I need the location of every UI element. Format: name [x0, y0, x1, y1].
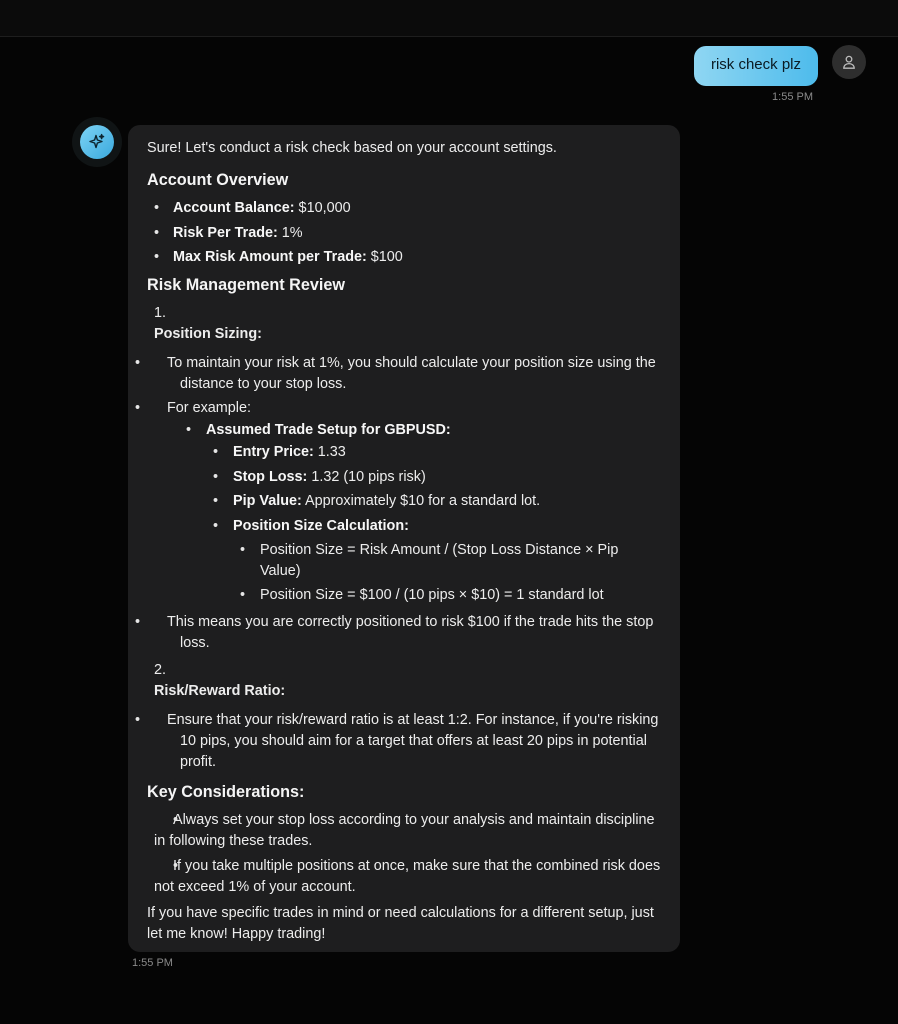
account-overview-list [147, 198, 661, 268]
key-considerations-heading: Key Considerations: [147, 783, 305, 801]
user-message-row [694, 46, 866, 86]
risk-review-heading: Risk Management Review [147, 276, 345, 294]
list-item: • For example: • Assumed Trade Setup for GBPUSD: • Entry Price: 1.33 • Stop Loss: 1.32 (10 pips risk) • Pip Value: Approximately $10 for a standard lot. • Position Size Calculation: • Position Size = Risk Amount / (Stop Loss Distance × Pip Value) • Position Size = $100 / (10 pips × $10) = 1 standard lot [154, 398, 661, 606]
calculation-list [240, 540, 661, 607]
list-item: • Always set your stop loss according to your analysis and maintain discipline in following these trades. [147, 810, 661, 852]
list-item: • Assumed Trade Setup for GBPUSD: • Entry Price: 1.33 • Stop Loss: 1.32 (10 pips risk) • Pip Value: Approximately $10 for a standard lot. • Position Size Calculation: • Position Size = Risk Amount / (Stop Loss Distance × Pip Value) • Position Size = $100 / (10 pips × $10) = 1 standard lot [186, 420, 661, 606]
sparkle-icon [88, 133, 106, 151]
assistant-intro: Sure! Let's conduct a risk check based on your account settings. [147, 140, 557, 156]
list-item: • If you take multiple positions at once, make sure that the combined risk does not exceed 1% of your account. [147, 856, 661, 898]
user-message-bubble: risk check plz [694, 46, 818, 86]
risk-reward-list [154, 710, 661, 773]
list-item: • Position Size Calculation: • Position Size = Risk Amount / (Stop Loss Distance × Pip Value) • Position Size = $100 / (10 pips × $10) = 1 standard lot [213, 516, 661, 607]
user-icon [841, 54, 857, 70]
assistant-avatar-circle [80, 125, 114, 159]
ordered-item-title: Position Sizing: [154, 326, 262, 342]
ordered-item-number: 1. [154, 305, 167, 321]
top-bar [0, 0, 898, 37]
ordered-item-number: 2. [154, 662, 167, 678]
list-item: • Account Balance: $10,000 [147, 198, 661, 219]
assistant-message-bubble [128, 125, 680, 952]
account-overview-heading: Account Overview [147, 171, 289, 189]
ordered-item-risk-reward [147, 660, 661, 702]
assistant-avatar [72, 117, 122, 167]
user-message-time: 1:55 PM [772, 91, 813, 103]
assistant-closing: If you have specific trades in mind or need calculations for a different setup, just let me know! Happy trading! [147, 904, 654, 942]
list-item: • Max Risk Amount per Trade: $100 [147, 247, 661, 268]
list-item: • Stop Loss: 1.32 (10 pips risk) [213, 467, 661, 488]
assistant-message-time: 1:55 PM [132, 957, 173, 969]
list-item: • Entry Price: 1.33 [213, 442, 661, 463]
ordered-item-position-sizing [147, 303, 661, 345]
list-item: • Ensure that your risk/reward ratio is at least 1:2. For instance, if you're risking 10 pips, you should aim for a target that offers at least 20 pips in potential profit. [154, 710, 661, 773]
list-item: • Risk Per Trade: 1% [147, 223, 661, 244]
key-considerations-list [147, 810, 661, 898]
list-item: • To maintain your risk at 1%, you should calculate your position size using the distance to your stop loss. [154, 353, 661, 395]
list-item: • This means you are correctly positioned to risk $100 if the trade hits the stop loss. [154, 612, 661, 654]
position-sizing-list [154, 353, 661, 654]
list-item: • Position Size = Risk Amount / (Stop Loss Distance × Pip Value) [240, 540, 661, 582]
list-item: • Position Size = $100 / (10 pips × $10) = 1 standard lot [240, 585, 661, 606]
trade-setup-list [213, 442, 661, 606]
list-item: • Pip Value: Approximately $10 for a standard lot. [213, 491, 661, 512]
user-avatar[interactable] [832, 45, 866, 79]
ordered-item-title: Risk/Reward Ratio: [154, 683, 286, 699]
example-list [186, 420, 661, 606]
